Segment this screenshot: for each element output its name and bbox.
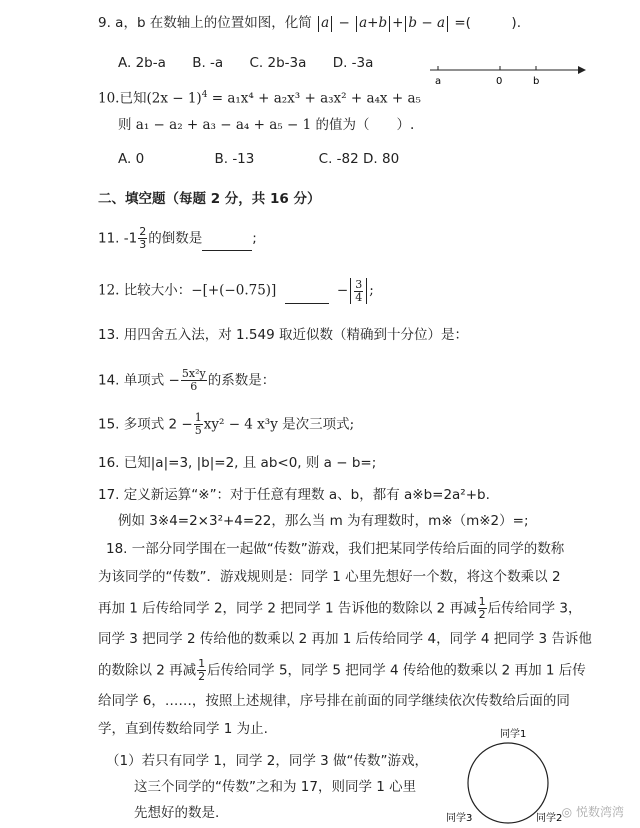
numline-label-0: 0 <box>496 76 503 87</box>
circle-label-student2: 同学2 <box>536 813 563 824</box>
q18-line7: 学，直到传数给同学 1 为止. <box>98 721 268 737</box>
q17-line1: 17. 定义新运算“※”：对于任意有理数 a、b，都有 a※b=2a²+b. <box>98 487 490 503</box>
q10-stem-start: 10.已知(2x − 1) <box>98 90 202 107</box>
q9-option-b: B. -a <box>192 55 224 71</box>
q12-prefix: 12. 比较大小：−[+(−0.75)] <box>98 282 277 299</box>
q18-line5-start: 的数除以 2 再减 <box>98 662 197 679</box>
q12-end: ; <box>369 282 374 299</box>
q18-line3-start: 再加 1 后传给同学 2，同学 2 把同学 1 告诉他的数除以 2 再减 <box>98 600 477 617</box>
q10-option-b: B. -13 <box>214 151 255 167</box>
q9-expression: a − a+b + b − a <box>316 15 454 31</box>
q18-sub1-line1: （1）若只有同学 1，同学 2，同学 3 做“传数”游戏， <box>106 753 429 769</box>
q14 <box>98 368 275 393</box>
q11-end: ; <box>252 230 257 247</box>
q18-line5-end: 后传给同学 5，同学 5 把同学 4 传给他的数乘以 2 再加 1 后传 <box>207 662 586 679</box>
q18-sub1-line2: 这三个同学的“传数”之和为 17，则同学 1 心里 <box>134 779 417 795</box>
q9-option-d: D. -3a <box>332 55 374 71</box>
q10-line2: 则 a₁ − a₂ + a₃ − a₄ + a₅ − 1 的值为（ ）. <box>118 117 415 133</box>
q18-line3-end: 后传给同学 3， <box>487 600 582 617</box>
circle-label-student1: 同学1 <box>500 729 527 740</box>
q9-answer-blank: =( ). <box>454 15 521 31</box>
q9-text <box>98 14 521 32</box>
q18-line3 <box>98 596 581 621</box>
q18-line2: 为该同学的“传数”．游戏规则是：同学 1 心里先想好一个数，将这个数乘以 2 <box>98 569 561 585</box>
q10-stem: 10.已知$(2x - 1)^4 = a_1x^4 + a_2x^3 + a_3x^2 + a_4x + a_5$ <box>98 90 421 107</box>
q9-stem: 9. a，b 在数轴上的位置如图，化简 <box>98 15 312 31</box>
q14-prefix: 14. 单项式 − <box>98 372 180 389</box>
q11-prefix: 11. -1 <box>98 230 138 247</box>
q18-half-fraction-1: $\frac{1}{2}$ <box>478 595 486 621</box>
watermark-text: 悦数湾湾 <box>575 805 624 819</box>
q12-answer-blank <box>285 303 329 304</box>
q12 <box>98 278 374 304</box>
watermark <box>562 803 624 820</box>
q16: 16. 已知|a|=3, |b|=2, 且 ab<0, 则 a − b=; <box>98 455 377 471</box>
q12-fraction: $\frac{3}{4}$ <box>355 277 363 304</box>
q9-options <box>118 54 373 72</box>
q9-option-a: A. 2b-a <box>118 55 166 71</box>
q9-option-c: C. 2b-3a <box>249 55 307 71</box>
q18-half-fraction-2: $\frac{1}{2}$ <box>198 657 206 683</box>
q15 <box>98 412 354 437</box>
q14-suffix: 的系数是： <box>207 372 276 389</box>
circle-figure <box>440 725 580 825</box>
numline-label-a: a <box>435 76 442 87</box>
q15-prefix: 15. 多项式 2 − <box>98 416 193 433</box>
q11 <box>98 226 257 251</box>
q11-answer-blank <box>202 250 252 251</box>
q10-options <box>118 150 399 168</box>
q11-suffix: 的倒数是 <box>148 230 203 247</box>
section-2-title: 二、填空题（每题 2 分，共 16 分） <box>98 191 321 207</box>
q17-line2: 例如 3※4=2×3²+4=22，那么当 m 为有理数时，m※（m※2）=; <box>118 513 529 529</box>
q18-line6: 给同学 6，……，按照上述规律，序号排在前面的同学继续依次传数给后面的同 <box>98 693 570 709</box>
q18-sub1-line3: 先想好的数是. <box>134 805 220 821</box>
q14-fraction: $\frac{\text{5x²y}}{6}$ <box>181 367 206 393</box>
q10-stem-rest: = a₁x⁴ + a₂x³ + a₃x² + a₄x + a₅ <box>207 90 421 107</box>
q18-line5 <box>98 658 586 683</box>
q18-line4: 同学 3 把同学 2 传给他的数乘以 2 再加 1 后传给同学 4，同学 4 把同学 3 告诉他 <box>98 631 592 647</box>
q15-fraction: $\frac{1}{5}$ <box>194 411 202 437</box>
q13: 13. 用四舍五入法，对 1.549 取近似数（精确到十分位）是： <box>98 327 468 343</box>
q12-minus: − <box>336 282 349 299</box>
q10-option-a: A. 0 <box>118 151 145 167</box>
q10-option-cd: C. -82 D. 80 <box>318 151 400 167</box>
circle-label-student3: 同学3 <box>446 813 473 824</box>
q15-suffix: xy² − 4 x³y 是次三项式; <box>203 416 355 433</box>
q18-line1: 18. 一部分同学围在一起做“传数”游戏，我们把某同学传给后面的同学的数称 <box>106 541 565 557</box>
number-line-figure <box>428 60 586 90</box>
numline-label-b: b <box>533 76 540 87</box>
wechat-icon: ◎ <box>561 805 573 819</box>
q11-fraction: $\frac{2}{3}$ <box>139 225 147 251</box>
